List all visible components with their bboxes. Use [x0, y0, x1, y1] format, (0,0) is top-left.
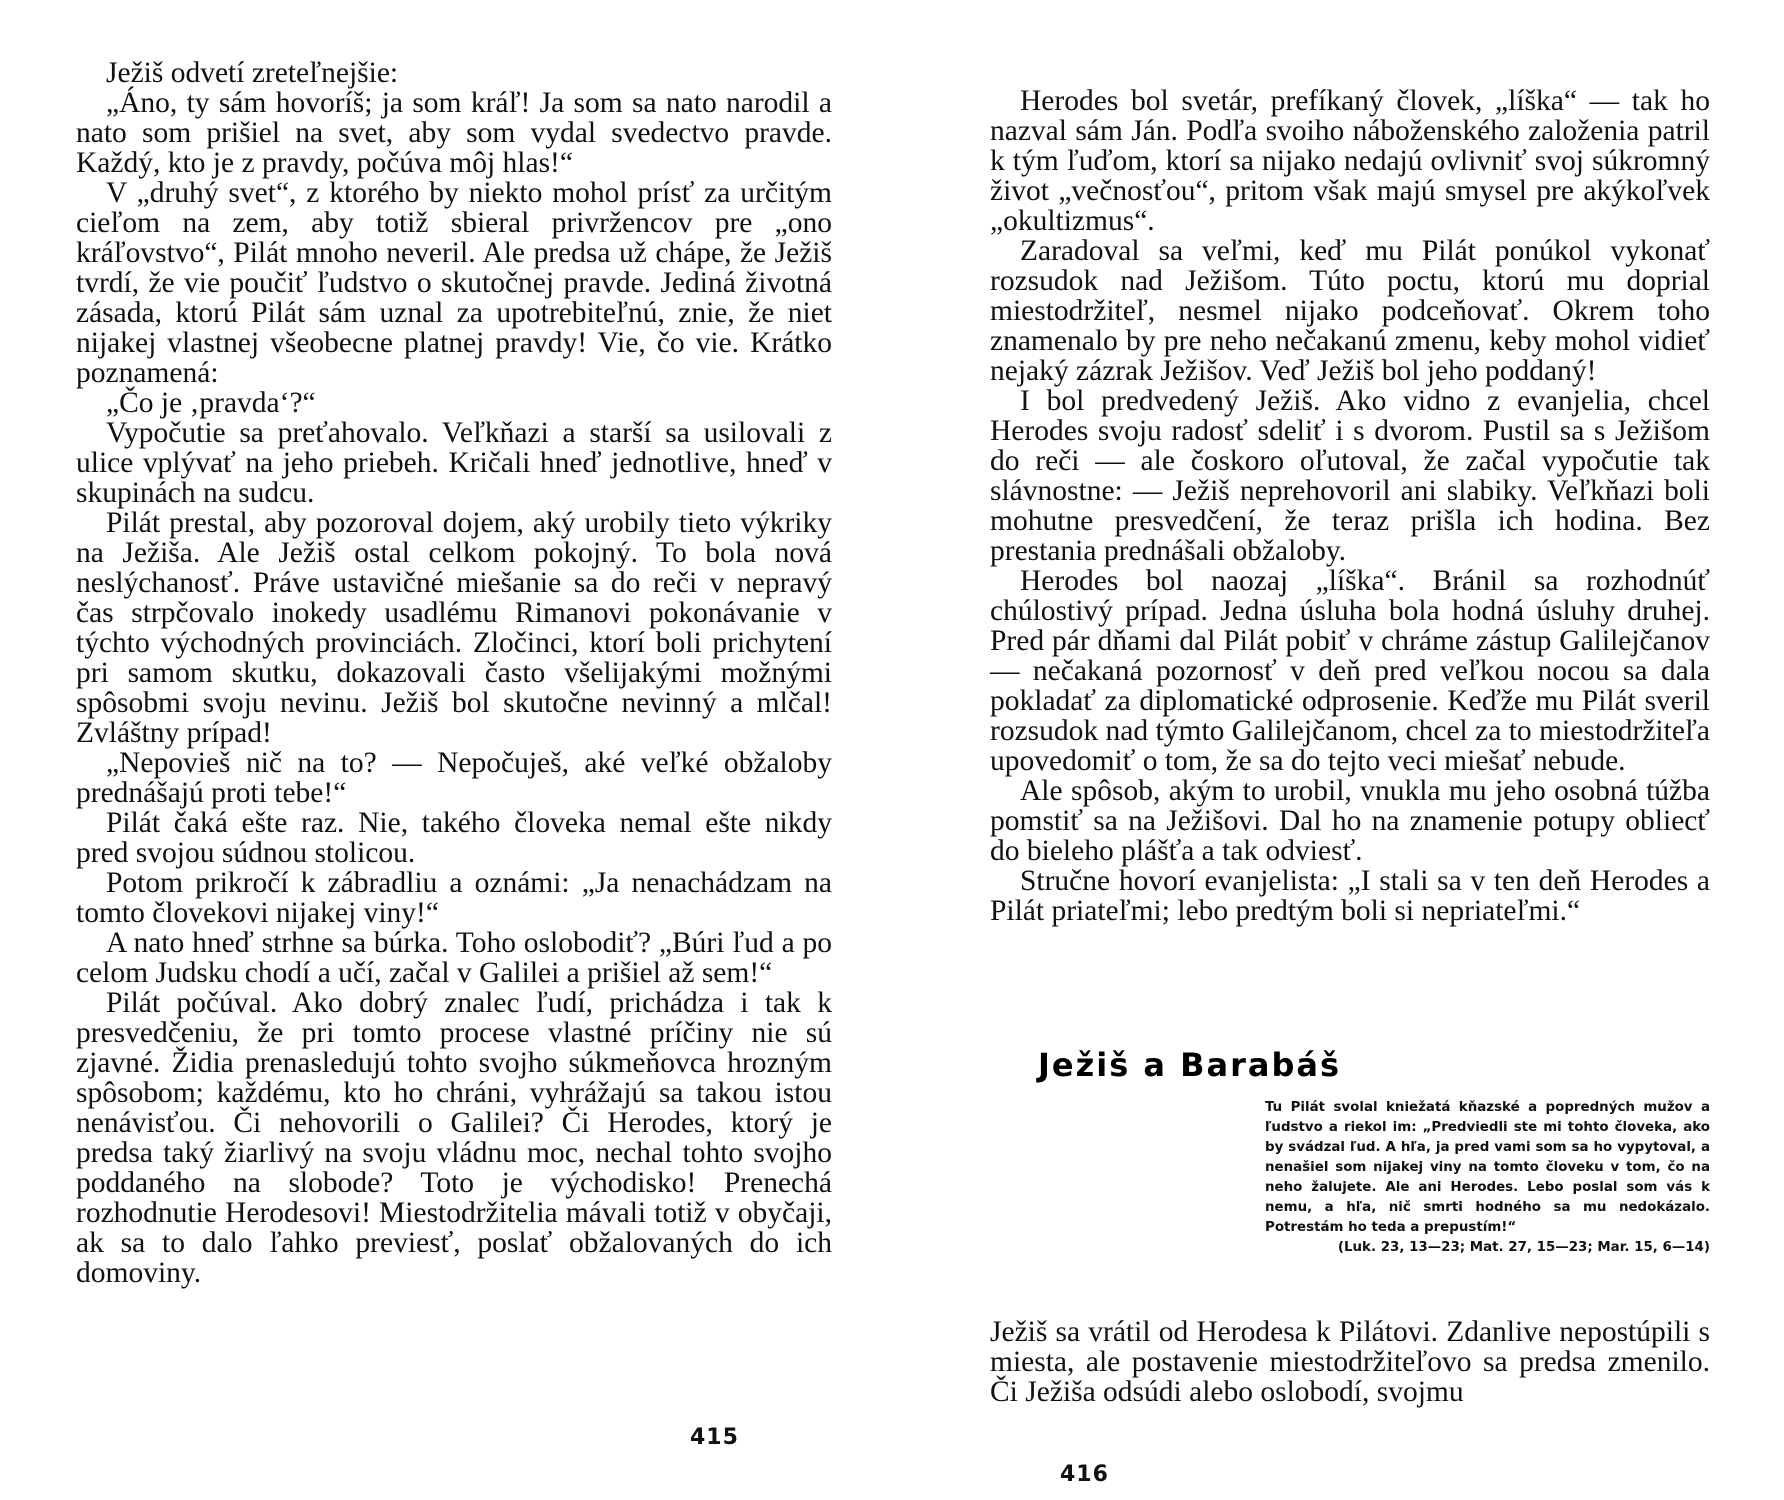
- paragraph: V „druhý svet“, z ktorého by niekto mohol prísť za určitým cieľom na zem, aby totiž sbieral privržencov pre „ono kráľovstvo“, Pilát mnoho neveril. Ale predsa už chápe, že Ježiš tvrdí, že vie poučiť ľudstvo o skutočnej pravde. Jediná životná zásada, ktorú Pilát sám uznal za upotrebiteľnú, znie, že niet nijakej vlastnej všeobecne platnej pravdy! Vie, čo vie. Krátko poznamená:: [76, 177, 832, 389]
- paragraph: Ježiš sa vrátil od Herodesa k Pilátovi. Zdanlive nepostúpili s miesta, ale postavenie miestodržiteľovo sa predsa zmenilo. Či Ježiša odsúdi alebo oslobodí, svojmu: [990, 1316, 1710, 1408]
- left-page-text: [76, 58, 832, 1288]
- paragraph: Potom prikročí k zábradliu a oznámi: „Ja nenachádzam na tomto človekovi nijakej viny!“: [76, 867, 832, 929]
- epigraph-text: Tu Pilát svolal kniežatá kňazské a popredných mužov a ľudstvo a riekol im: „Predviedli ste mi tohto človeka, ako by svádzal ľud. A hľa, ja pred vami som sa ho vypytoval, a nenašiel som nijakej viny na tomto človeku v tom, čo na neho žalujete. Ale ani Herodes. Lebo poslal som vás k nemu, a hľa, nič smrti hodného sa mu nedokázalo. Potrestám ho teda a prepustím!“: [1265, 1100, 1710, 1235]
- paragraph: Vypočutie sa preťahovalo. Veľkňazi a starší sa usilovali z ulice vplývať na jeho priebeh. Kričali hneď jednotlive, hneď v skupinách na sudcu.: [76, 417, 832, 509]
- chapter-title: Ježiš a Barabáš: [1038, 1046, 1342, 1084]
- epigraph: [1265, 1098, 1710, 1258]
- chapter-text: [990, 1317, 1710, 1407]
- paragraph: Pilát počúval. Ako dobrý znalec ľudí, prichádza i tak k presvedčeniu, že pri tomto procese vlastné príčiny nie sú zjavné. Židia prenasledujú tohto svojho súkmeňovca hrozným spôsobom; každému, kto ho chráni, vyhrážajú sa takou istou nenávisťou. Či nehovorili o Galilei? Či Herodes, ktorý je predsa taký žiarlivý na svoju vládnu moc, nechal tohto svojho poddaného na slobode? Toto je východisko! Prenechá rozhodnutie Herodesovi! Miestodržitelia mávali totiž v obyčaji, ak sa to dalo ľahko previesť, poslať obžalovaných do ich domoviny.: [76, 987, 832, 1289]
- epigraph-reference: (Luk. 23, 13—23; Mat. 27, 15—23; Mar. 15, 6—14): [1337, 1240, 1710, 1255]
- paragraph: Pilát prestal, aby pozoroval dojem, aký urobily tieto výkriky na Ježiša. Ale Ježiš ostal celkom pokojný. To bola nová neslýchanosť. Práve ustavičné miešanie sa do reči v nepravý čas strpčovalo inokedy usadlému Rimanovi pokonávanie v týchto východných provinciách. Zločinci, ktorí boli prichytení pri samom skutku, dokazovali často všelijakými možnými spôsobmi svoju nevinu. Ježiš bol skutočne nevinný a mlčal! Zvláštny prípad!: [76, 507, 832, 749]
- paragraph: „Áno, ty sám hovoríš; ja som kráľ! Ja som sa nato narodil a nato som prišiel na svet, aby som vydal svedectvo pravde. Každý, kto je z pravdy, počúva môj hlas!“: [76, 87, 832, 179]
- paragraph: „Nepovieš nič na to? — Nepočuješ, aké veľké obžaloby prednášajú proti tebe!“: [76, 747, 832, 809]
- paragraph: Herodes bol naozaj „líška“. Bránil sa rozhodnúť chúlostivý prípad. Jedna úsluha bola hodná úsluhy druhej. Pred pár dňami dal Pilát pobiť v chráme zástup Galilejčanov — nečakaná pozornosť v deň pred veľkou nocou sa dala pokladať za diplomatické odprosenie. Keďže mu Pilát sveril rozsudok nad týmto Galilejčanom, chcel za to miestodržiteľa upovedomiť o tom, že sa do tejto veci miešať nebude.: [990, 565, 1710, 777]
- paragraph: „Čo je ‚pravda‘?“: [106, 387, 316, 419]
- paragraph: Ale spôsob, akým to urobil, vnukla mu jeho osobná túžba pomstiť sa na Ježišovi. Dal ho na znamenie potupy obliecť do bieleho plášťa a tak odviesť.: [990, 775, 1710, 867]
- paragraph: Stručne hovorí evanjelista: „I stali sa v ten deň Herodes a Pilát priateľmi; lebo predtým boli si nepriateľmi.“: [990, 865, 1710, 927]
- page-number-right: 416: [1060, 1462, 1109, 1487]
- right-page: [892, 0, 1784, 1500]
- paragraph: Zaradoval sa veľmi, keď mu Pilát ponúkol vykonať rozsudok nad Ježišom. Túto poctu, ktorú mu doprial miestodržiteľ, nesmel nijako podceňovať. Okrem toho znamenalo by pre neho nečakanú zmenu, keby mohol vidieť nejaký zázrak Ježišov. Veď Ježiš bol jeho poddaný!: [990, 235, 1710, 387]
- paragraph: A nato hneď strhne sa búrka. Toho oslobodiť? „Búri ľud a po celom Judsku chodí a učí, začal v Galilei a prišiel až sem!“: [76, 927, 832, 989]
- paragraph: Ježiš odvetí zreteľnejšie:: [106, 57, 399, 89]
- paragraph: I bol predvedený Ježiš. Ako vidno z evanjelia, chcel Herodes svoju radosť sdeliť i s dvorom. Pustil sa s Ježišom do reči — ale čoskoro oľutoval, že začal vypočutie tak slávnostne: — Ježiš neprehovoril ani slabiky. Veľkňazi boli mohutne presvedčení, že teraz prišla ich hodina. Bez prestania prednášali obžaloby.: [990, 385, 1710, 567]
- right-page-text: [990, 86, 1710, 926]
- paragraph: Pilát čaká ešte raz. Nie, takého človeka nemal ešte nikdy pred svojou súdnou stolicou.: [76, 807, 832, 869]
- paragraph: Herodes bol svetár, prefíkaný človek, „líška“ — tak ho nazval sám Ján. Podľa svoiho náboženského založenia patril k tým ľuďom, ktorí sa nijako nedajú ovlivniť svoj súkromný život „večnosťou“, pritom však majú smysel pre akýkoľvek „okultizmus“.: [990, 85, 1710, 237]
- page-number-left: 415: [690, 1425, 739, 1450]
